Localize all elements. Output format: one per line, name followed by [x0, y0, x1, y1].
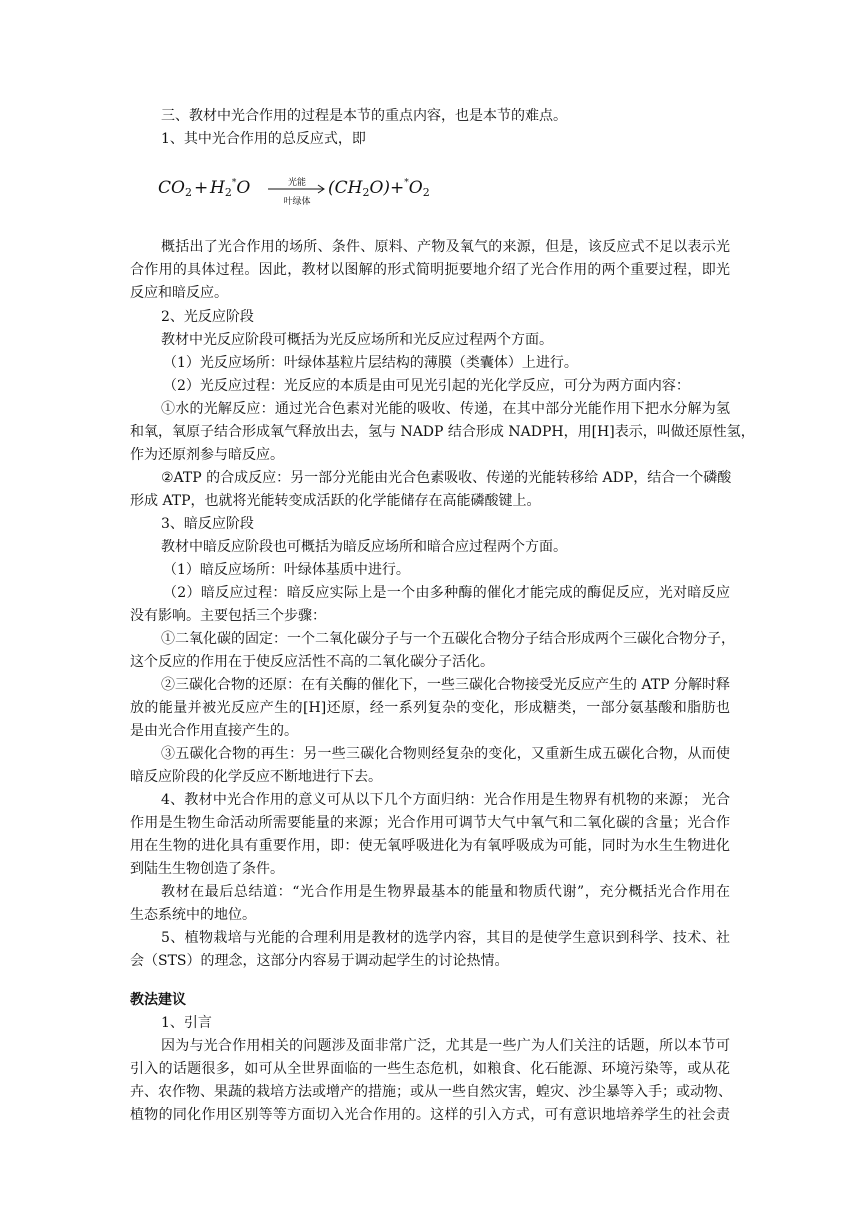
section-heading: 3、暗反应阶段	[161, 516, 254, 532]
paragraph-line: 生态系统中的地位。	[130, 907, 256, 923]
equation-product: (CH	[328, 178, 363, 198]
paragraph-line: 放的能量并被光反应产生的[H]还原，经一系列复杂的变化，形成糖类，一部分氨基酸和脂肪也	[130, 700, 730, 716]
paragraph-line: 反应和暗反应。	[130, 285, 228, 301]
paragraph-line: ②ATP 的合成反应：另一部分光能由光合色素吸收、传递的光能转移给 ADP，结合一个磷酸	[161, 470, 732, 486]
section-title: 教法建议	[130, 992, 186, 1008]
paragraph-line: 用在生物的进化具有重要作用，即：使无氧呼吸进化为有氧呼吸成为可能，同时为水生生物进化	[130, 838, 730, 854]
paragraph-line: 5、植物栽培与光能的合理利用是教材的选学内容，其目的是使学生意识到科学、技术、社	[161, 930, 730, 946]
paragraph-line: ①水的光解反应：通过光合色素对光能的吸收、传递，在其中部分光能作用下把水分解为氢	[161, 401, 730, 417]
paragraph-line: （1）光反应场所：叶绿体基粒片层结构的薄膜（类囊体）上进行。	[163, 355, 578, 371]
arrow-condition-light: 光能	[287, 178, 306, 188]
equation-sub: 2	[422, 186, 430, 199]
paragraph-line: 4、教材中光合作用的意义可从以下几个方面归纳：光合作用是生物界有机物的来源； 光合	[161, 792, 730, 808]
paragraph-line: 形成 ATP，也就将光能转变成活跃的化学能储存在高能磷酸键上。	[130, 493, 541, 509]
paragraph-line: 和氧，氧原子结合形成氧气释放出去，氢与 NADP 结合形成 NADPH，用[H]表示，叫做还原性氢，	[130, 424, 755, 440]
paragraph-line: 作为还原剂参与暗反应。	[130, 447, 284, 463]
section-heading: 2、光反应阶段	[161, 309, 254, 325]
paragraph-line: 植物的同化作用区别等等方面切入光合作用的。这样的引入方式，可有意识地培养学生的社会责	[130, 1107, 730, 1123]
paragraph-line: 三、教材中光合作用的过程是本节的重点内容，也是本节的难点。	[161, 108, 567, 124]
equation-o2: O	[408, 178, 423, 198]
paragraph-line: （2）光反应过程：光反应的本质是由可见光引起的光化学反应，可分为两方面内容：	[163, 378, 690, 394]
paragraph-line: 会（STS）的理念，这部分内容易于调动起学生的讨论热情。	[130, 953, 509, 969]
equation-plus: +	[194, 178, 209, 198]
paragraph-line: 因为与光合作用相关的问题涉及面非常广泛，尤其是一些广为人们关注的话题，所以本节可	[161, 1038, 730, 1054]
equation-h: H	[210, 178, 225, 198]
paragraph-line: ①二氧化碳的固定：一个二氧化碳分子与一个五碳化合物分子结合形成两个三碳化合物分子，	[161, 631, 735, 647]
equation-co2: CO	[158, 178, 185, 198]
paragraph-line: 这个反应的作用在于使反应活性不高的二氧化碳分子活化。	[130, 654, 494, 670]
paragraph-line: 暗反应阶段的化学反应不断地进行下去。	[130, 769, 382, 785]
paragraph-line: 1、其中光合作用的总反应式，即	[161, 131, 366, 147]
equation-sub: 2	[184, 186, 192, 199]
equation-label-star: *	[404, 178, 409, 188]
paragraph-line: 到陆生生物创造了条件。	[130, 861, 284, 877]
paragraph-line: 卉、农作物、果蔬的栽培方法或增产的措施；或从一些自然灾害，蝗灾、沙尘暴等入手；或动物、	[130, 1084, 732, 1100]
paragraph-line: 教材在最后总结道：“光合作用是生物界最基本的能量和物质代谢”，充分概括光合作用在	[161, 884, 730, 900]
paragraph-line: 没有影响。主要包括三个步骤：	[130, 608, 326, 624]
paragraph-line: 引入的话题很多，如可从全世界面临的一些生态危机，如粮食、化石能源、环境污染等，或从花	[130, 1061, 730, 1077]
equation-label-star: *	[231, 178, 237, 188]
equation-sub: 2	[362, 186, 370, 199]
paragraph-line: 教材中暗反应阶段也可概括为暗反应场所和暗合应过程两个方面。	[161, 539, 567, 555]
paragraph-line: 教材中光反应阶段可概括为光反应场所和光反应过程两个方面。	[161, 332, 553, 348]
equation-o: O	[236, 178, 251, 198]
paragraph-line: ③五碳化合物的再生：另一些三碳化合物则经复杂的变化，又重新生成五碳化合物，从而使	[161, 746, 730, 762]
paragraph-line: ②三碳化合物的还原：在有关酶的催化下，一些三碳化合物接受光反应产生的 ATP 分解时释	[161, 677, 731, 693]
paragraph-line: 作用是生物生命活动所需要能量的来源；光合作用可调节大气中氧气和二氧化碳的含量；光合作	[130, 815, 730, 831]
arrow-icon	[268, 184, 326, 194]
arrow-condition-chloroplast: 叶绿体	[283, 197, 311, 207]
section-heading: 1、引言	[161, 1015, 212, 1031]
paragraph-line: 合作用的具体过程。因此，教材以图解的形式简明扼要地介绍了光合作用的两个重要过程，即光	[130, 262, 730, 278]
paragraph-line: 概括出了光合作用的场所、条件、原料、产物及氧气的来源，但是，该反应式不足以表示光	[161, 239, 730, 255]
equation-sub: 2	[224, 186, 232, 199]
reaction-arrow	[268, 175, 326, 205]
equation-product-end: O)+	[369, 178, 405, 198]
paragraph-line: （2）暗反应过程：暗反应实际上是一个由多种酶的催化才能完成的酶促反应，光对暗反应	[163, 585, 730, 601]
paragraph-line: 是由光合作用直接产生的。	[130, 723, 298, 739]
paragraph-line: （1）暗反应场所：叶绿体基质中进行。	[163, 562, 410, 578]
